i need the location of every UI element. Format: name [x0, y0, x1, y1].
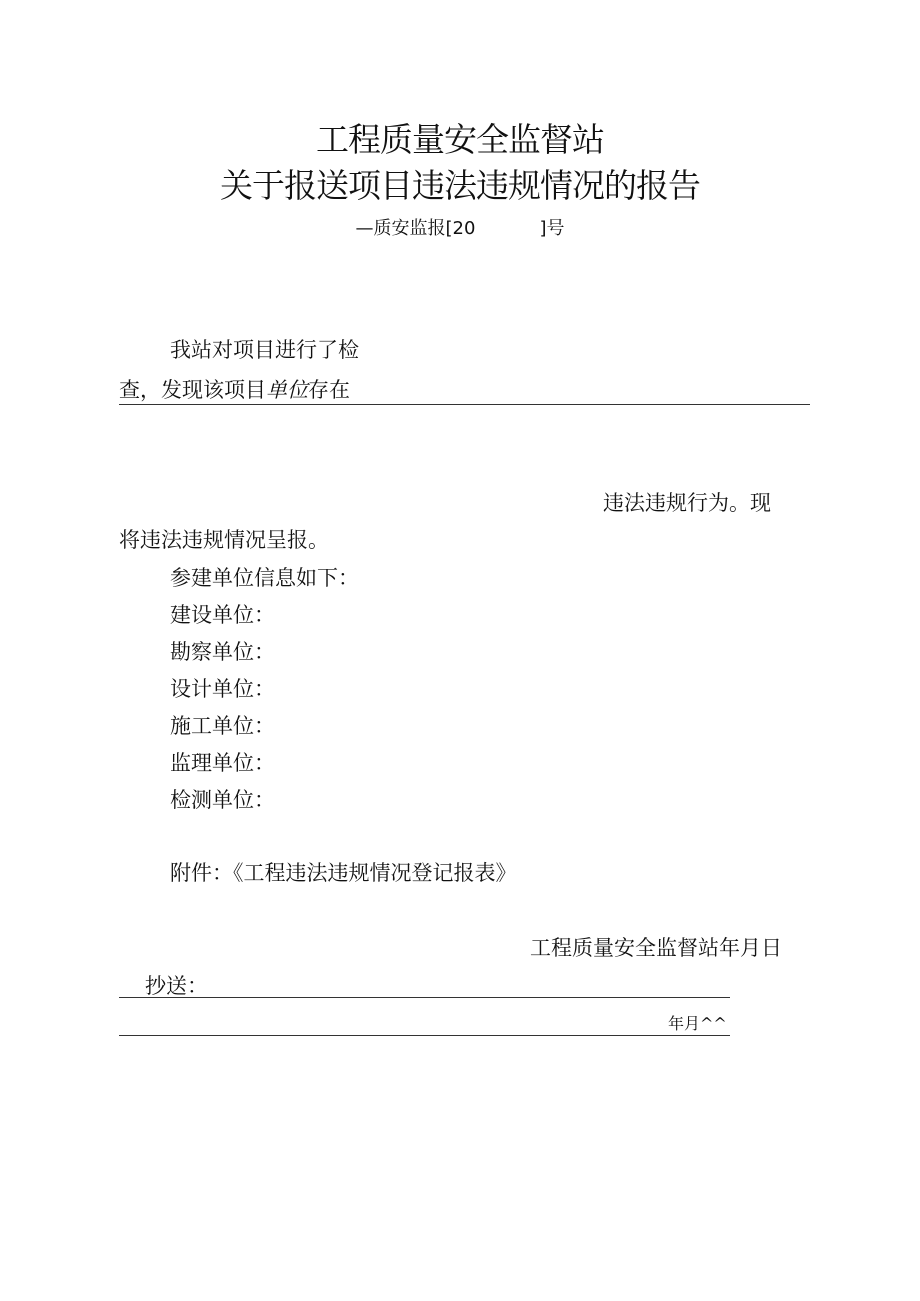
cc-underline [119, 997, 730, 998]
paragraph-1-line-2-end: 存在 [308, 378, 350, 402]
paragraph-1-line-1: 我站对项目进行了检 [170, 338, 359, 362]
paragraph-2-line-1: 违法违规行为。现 [603, 491, 771, 515]
paragraph-1-italic-unit: 单位 [266, 378, 308, 402]
attachment-line: 附件：《工程违法违规情况登记报表》 [170, 861, 517, 885]
cc-label: 抄送： [145, 974, 208, 998]
signature-line: 工程质量安全监督站年月日 [530, 936, 782, 960]
bottom-rule [119, 1035, 730, 1036]
unit-contractor: 施工单位： [170, 714, 275, 738]
paragraph-2-line-2: 将违法违规情况呈报。 [119, 528, 329, 552]
date-mark: 年月^^ [668, 1014, 727, 1033]
unit-testing: 检测单位： [170, 788, 275, 812]
units-intro: 参建单位信息如下： [170, 566, 359, 590]
document-number [0, 214, 920, 240]
fill-in-line [119, 404, 810, 405]
document-number-prefix: —质安监报[20 [355, 218, 476, 239]
paragraph-1-line-2 [119, 374, 350, 404]
document-title-line2: 关于报送项目违法违规情况的报告 [220, 166, 700, 205]
document-number-suffix: ]号 [539, 218, 565, 239]
unit-supervision: 监理单位： [170, 751, 275, 775]
unit-design: 设计单位： [170, 677, 275, 701]
document-title-line1: 工程质量安全监督站 [316, 120, 604, 159]
paragraph-1-line-2-start: 查，发现该项目 [119, 378, 266, 402]
unit-survey: 勘察单位： [170, 640, 275, 664]
unit-construction: 建设单位： [170, 603, 275, 627]
